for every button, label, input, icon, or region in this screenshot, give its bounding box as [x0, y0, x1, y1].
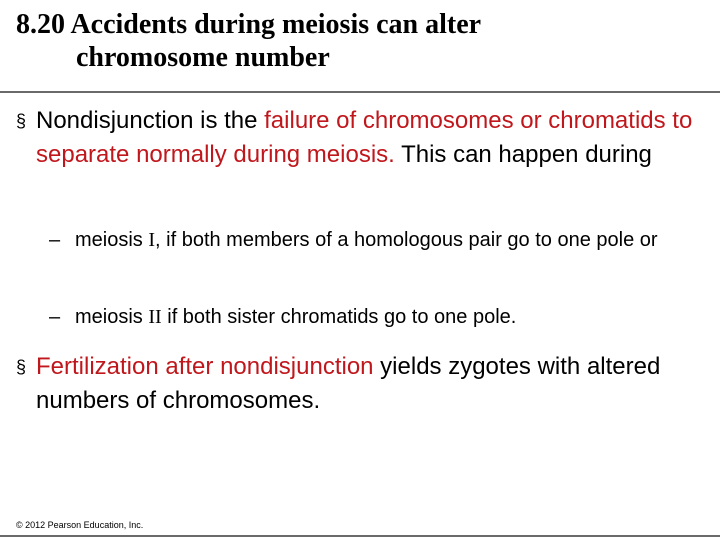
bullet-term: Nondisjunction	[36, 107, 194, 134]
roman-numeral: II	[148, 306, 162, 328]
bullet-highlight: failure of chromosomes or chromatids to separate normally during meiosis.	[36, 107, 693, 168]
slide-title-line-2: chromosome number	[76, 42, 330, 73]
sub-bullet-meiosis-2	[49, 302, 669, 332]
sub-bullet-segment: , if both members of a homologous pair go to one pole or	[155, 229, 658, 251]
bullet-marker-icon: §	[16, 111, 27, 131]
bullet-fertilization	[16, 350, 706, 418]
sub-bullet-segment: meiosis	[75, 306, 149, 328]
roman-numeral: I	[148, 229, 156, 251]
sub-bullet-text	[49, 302, 669, 332]
sub-bullet-segment: if both sister chromatids go to one pole.	[161, 306, 517, 328]
slide-title	[16, 8, 706, 74]
bullet-marker-icon: §	[16, 357, 27, 377]
bullet-highlight: Fertilization after nondisjunction	[36, 353, 374, 380]
bullet-text	[16, 350, 706, 418]
bullet-text-segment: yields zygotes with altered numbers of chromosomes.	[36, 353, 661, 414]
bullet-text-segment: This can happen during	[394, 141, 652, 168]
sub-bullet-dash: –	[49, 306, 61, 328]
bullet-text	[16, 104, 706, 172]
sub-bullet-text	[49, 225, 669, 255]
bullet-text-segment: is the	[193, 107, 265, 134]
copyright-footer: © 2012 Pearson Education, Inc.	[16, 520, 144, 530]
sub-bullet-segment: meiosis	[75, 229, 149, 251]
footer-divider	[0, 535, 720, 537]
slide-title-line-1: 8.20 Accidents during meiosis can alter	[16, 9, 482, 40]
bullet-nondisjunction	[16, 104, 706, 172]
sub-bullet-meiosis-1	[49, 225, 669, 255]
title-divider	[0, 91, 720, 93]
sub-bullet-dash: –	[49, 229, 61, 251]
